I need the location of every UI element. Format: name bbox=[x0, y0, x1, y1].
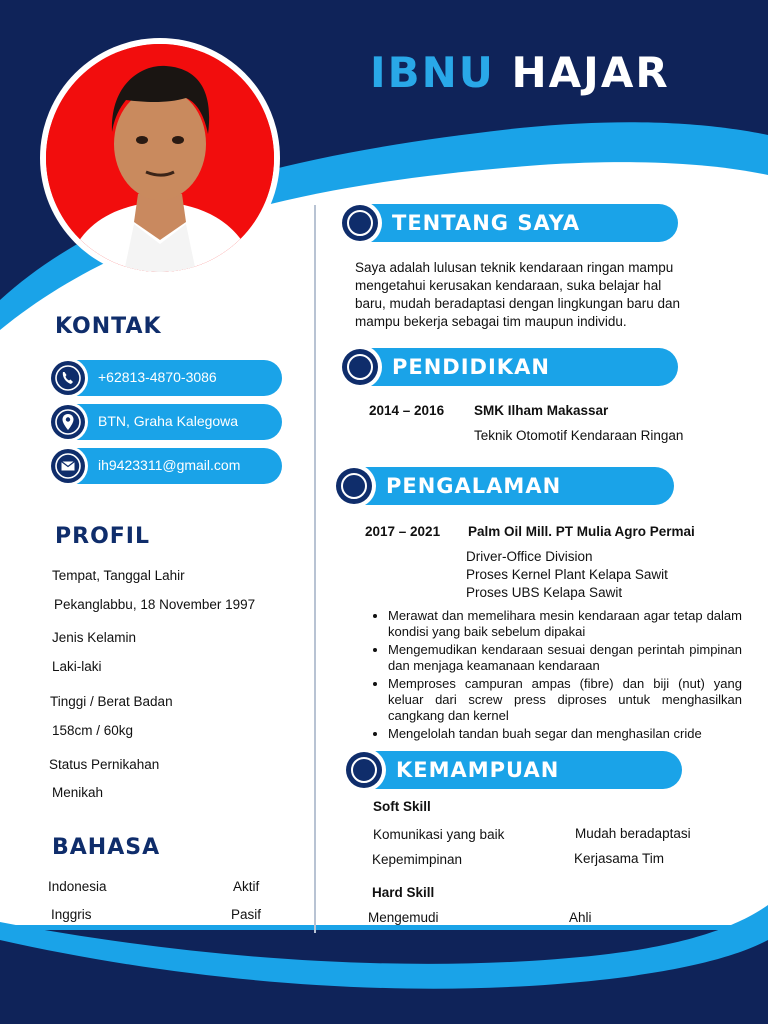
profile-gender-label: Jenis Kelamin bbox=[52, 630, 137, 645]
soft-skill-1: Komunikasi yang baik bbox=[373, 827, 505, 842]
profile-marital-value: Menikah bbox=[52, 785, 104, 800]
experience-role-3: Proses UBS Kelapa Sawit bbox=[466, 585, 623, 600]
circle-bullet-icon bbox=[347, 210, 373, 236]
experience-roles bbox=[466, 548, 668, 602]
contact-address-text: BTN, Graha Kalegowa bbox=[98, 413, 239, 429]
language-name-1: Indonesia bbox=[48, 879, 107, 894]
experience-title: PENGALAMAN bbox=[386, 474, 562, 498]
hard-skill-1: Mengemudi bbox=[368, 910, 439, 925]
mail-icon bbox=[51, 449, 85, 483]
contact-phone-text: +62813-4870-3086 bbox=[98, 369, 217, 385]
circle-bullet-icon bbox=[341, 473, 367, 499]
profile-marital-label: Status Pernikahan bbox=[49, 757, 160, 772]
photo-portrait bbox=[46, 44, 274, 272]
profile-height-label: Tinggi / Berat Badan bbox=[50, 694, 173, 709]
circle-bullet-icon bbox=[351, 757, 377, 783]
profile-gender-value: Laki-laki bbox=[52, 659, 102, 674]
contact-title: KONTAK bbox=[55, 314, 162, 339]
language-level-2: Pasif bbox=[231, 907, 262, 922]
soft-skill-4: Kerjasama Tim bbox=[574, 851, 665, 866]
hard-skill-title: Hard Skill bbox=[372, 885, 435, 900]
soft-skill-3: Kepemimpinan bbox=[372, 852, 463, 867]
contact-email bbox=[50, 448, 282, 484]
profile-birth-value: Pekanglabbu, 18 November 1997 bbox=[54, 597, 256, 612]
profile-photo bbox=[40, 38, 280, 278]
experience-duty-3: • Memproses campuran ampas (fibre) dan biji (nut) yang keluar dari screw press diproses untuk menghasilkan cangkang dan kernel bbox=[388, 676, 742, 724]
education-title: PENDIDIKAN bbox=[392, 355, 550, 379]
experience-role-2: Proses Kernel Plant Kelapa Sawit bbox=[466, 567, 668, 582]
candidate-name bbox=[370, 48, 670, 97]
education-period: 2014 – 2016 bbox=[369, 403, 445, 418]
language-name-2: Inggris bbox=[51, 907, 92, 922]
experience-section-header bbox=[334, 467, 674, 505]
about-text bbox=[355, 259, 735, 331]
phone-icon bbox=[51, 361, 85, 395]
about-line-3: baru, mudah beradaptasi dengan lingkungan baru dan bbox=[355, 296, 681, 311]
first-name: IBNU bbox=[370, 48, 495, 97]
about-line-2: mengetahui kerusakan kendaraan, suka belajar hal bbox=[355, 278, 662, 293]
experience-company: Palm Oil Mill. PT Mulia Agro Permai bbox=[468, 524, 695, 539]
hard-skill-1-level: Ahli bbox=[569, 910, 592, 925]
soft-skill-title: Soft Skill bbox=[373, 799, 431, 814]
contact-email-text: ih9423311@gmail.com bbox=[98, 457, 241, 473]
person-illustration bbox=[46, 44, 274, 272]
skills-title: KEMAMPUAN bbox=[396, 758, 560, 782]
experience-period: 2017 – 2021 bbox=[365, 524, 441, 539]
profile-height-value: 158cm / 60kg bbox=[52, 723, 134, 738]
language-title: BAHASA bbox=[52, 835, 161, 860]
about-line-4: mampu bekerja sebagai tim maupun individu. bbox=[355, 314, 627, 329]
education-major: Teknik Otomotif Kendaraan Ringan bbox=[474, 428, 684, 443]
about-section-header bbox=[340, 204, 678, 242]
experience-role-1: Driver-Office Division bbox=[466, 549, 593, 564]
experience-duty-4: • Mengelolah tandan buah segar dan menghasilan cride bbox=[388, 726, 742, 742]
skills-section-header bbox=[344, 751, 682, 789]
location-pin-icon bbox=[51, 405, 85, 439]
experience-duties bbox=[366, 608, 742, 744]
soft-skill-2: Mudah beradaptasi bbox=[575, 826, 691, 841]
column-divider bbox=[314, 205, 316, 933]
language-level-1: Aktif bbox=[233, 879, 260, 894]
education-school: SMK Ilham Makassar bbox=[474, 403, 609, 418]
profile-title: PROFIL bbox=[55, 524, 150, 549]
last-name: HAJAR bbox=[511, 48, 670, 97]
about-line-1: Saya adalah lulusan teknik kendaraan ringan mampu bbox=[355, 260, 674, 275]
contact-phone bbox=[50, 360, 282, 396]
profile-birth-label: Tempat, Tanggal Lahir bbox=[52, 568, 185, 583]
education-section-header bbox=[340, 348, 678, 386]
about-title: TENTANG SAYA bbox=[392, 211, 581, 235]
experience-duty-2: • Mengemudikan kendaraan sesuai dengan perintah pimpinan dan menjaga keamanaan kendaraan bbox=[388, 642, 742, 674]
experience-duty-1: • Merawat dan memelihara mesin kendaraan agar tetap dalam kondisi yang baik sebelum dipakai bbox=[388, 608, 742, 640]
contact-address bbox=[50, 404, 282, 440]
circle-bullet-icon bbox=[347, 354, 373, 380]
